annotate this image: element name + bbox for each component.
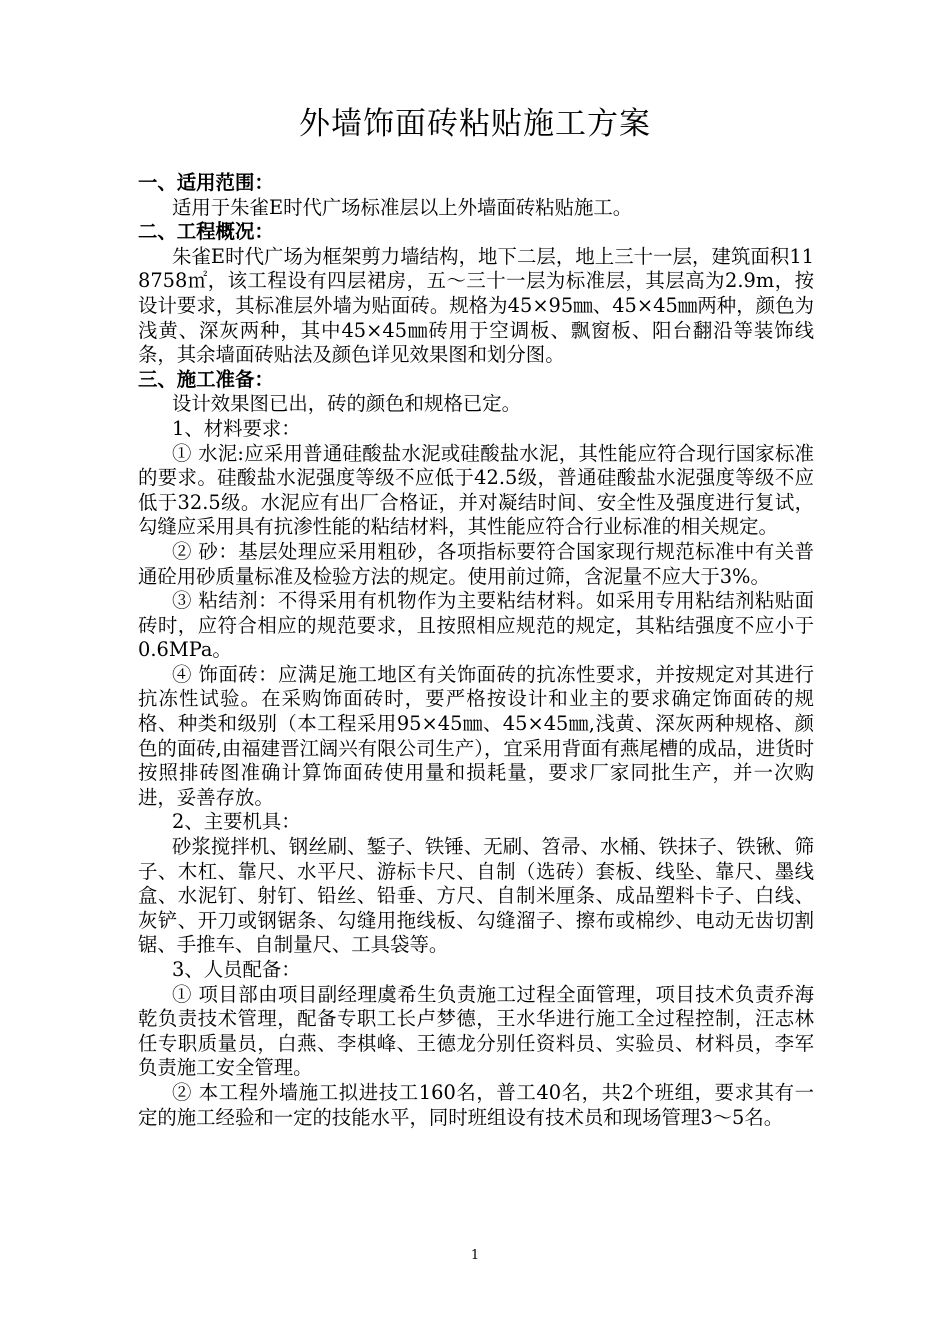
page-title: 外墙饰面砖粘贴施工方案 (299, 106, 651, 142)
paragraph-cement: ① 水泥:应采用普通硅酸盐水泥或硅酸盐水泥，其性能应符合现行国家标准的要求。硅酸盐水泥强度等级不应低于42.5级，普通硅酸盐水泥强度等级不应低于32.5级。水泥应有出厂合格证，并对凝结时间、安全性及强度进行复试，勾缝应采用具有抗渗性能的粘结材料，其性能应符合行业标准的相关规定。 (138, 441, 814, 539)
document-body (138, 171, 814, 1130)
paragraph-management: ① 项目部由项目副经理虞希生负责施工过程全面管理，项目技术负责乔海乾负责技术管理，配备专职工长卢梦德，王水华进行施工全过程控制，汪志林任专职质量员，白燕、李棋峰、王德龙分别任资料员、实验员、材料员，李军负责施工安全管理。 (138, 982, 814, 1080)
subheading-materials: 1、材料要求： (172, 416, 301, 440)
paragraph-tools: 砂浆搅拌机、钢丝刷、錾子、铁锤、无刷、笤帚、水桶、铁抹子、铁锹、筛子、木杠、靠尺、水平尺、游标卡尺、自制（选砖）套板、线坠、靠尺、墨线盒、水泥钉、射钉、铅丝、铅垂、方尺、自制米厘条、成品塑料卡子、白线、灰铲、开刀或钢锯条、勾缝用拖线板、勾缝溜子、擦布或棉纱、电动无齿切割锯、手推车、自制量尺、工具袋等。 (138, 835, 814, 957)
paragraph-tiles: ④ 饰面砖：应满足施工地区有关饰面砖的抗冻性要求，并按规定对其进行抗冻性试验。在采购饰面砖时，要严格按设计和业主的要求确定饰面砖的规格、种类和级别（本工程采用95×45㎜、45×45㎜,浅黄、深灰两种规格、颜色的面砖,由福建晋江阔兴有限公司生产），宜采用背面有燕尾槽的成品，进货时按照排砖图准确计算饰面砖使用量和损耗量，要求厂家同批生产，并一次购进，妥善存放。 (138, 662, 814, 809)
paragraph-scope: 适用于朱雀E时代广场标准层以上外墙面砖粘贴施工。 (172, 195, 633, 219)
subheading-staffing: 3、人员配备： (172, 958, 301, 981)
page-number: 1 (470, 1248, 480, 1263)
subheading-tools: 2、主要机具： (172, 810, 301, 834)
paragraph-adhesive: ③ 粘结剂：不得采用有机物作为主要粘结材料。如采用专用粘结剂粘贴面砖时，应符合相应的规范要求，且按照相应规范的规定，其粘结强度不应小于0.6MPa。 (138, 589, 814, 662)
paragraph-design: 设计效果图已出，砖的颜色和规格已定。 (172, 392, 522, 416)
section-heading-scope: 一、适用范围： (138, 171, 274, 194)
paragraph-overview: 朱雀E时代广场为框架剪力墙结构，地下二层，地上三十一层，建筑面积118758㎡，该工程设有四层裙房，五～三十一层为标准层，其层高为2.9m，按设计要求，其标准层外墙为贴面砖。规格为45×95㎜、45×45㎜两种，颜色为浅黄、深灰两种，其中45×45㎜砖用于空调板、飘窗板、阳台翻沿等装饰线条，其余墙面砖贴法及颜色详见效果图和划分图。 (138, 244, 814, 367)
section-heading-preparation: 三、施工准备： (138, 367, 274, 391)
paragraph-sand: ② 砂：基层处理应采用粗砂，各项指标要符合国家现行规范标准中有关普通砼用砂质量标准及检验方法的规定。使用前过筛，含泥量不应大于3%。 (138, 539, 814, 588)
section-heading-overview: 二、工程概况： (138, 220, 274, 244)
paragraph-workers: ② 本工程外墙施工拟进技工160名，普工40名，共2个班组，要求其有一定的施工经验和一定的技能水平，同时班组设有技术员和现场管理3～5名。 (138, 1080, 814, 1129)
